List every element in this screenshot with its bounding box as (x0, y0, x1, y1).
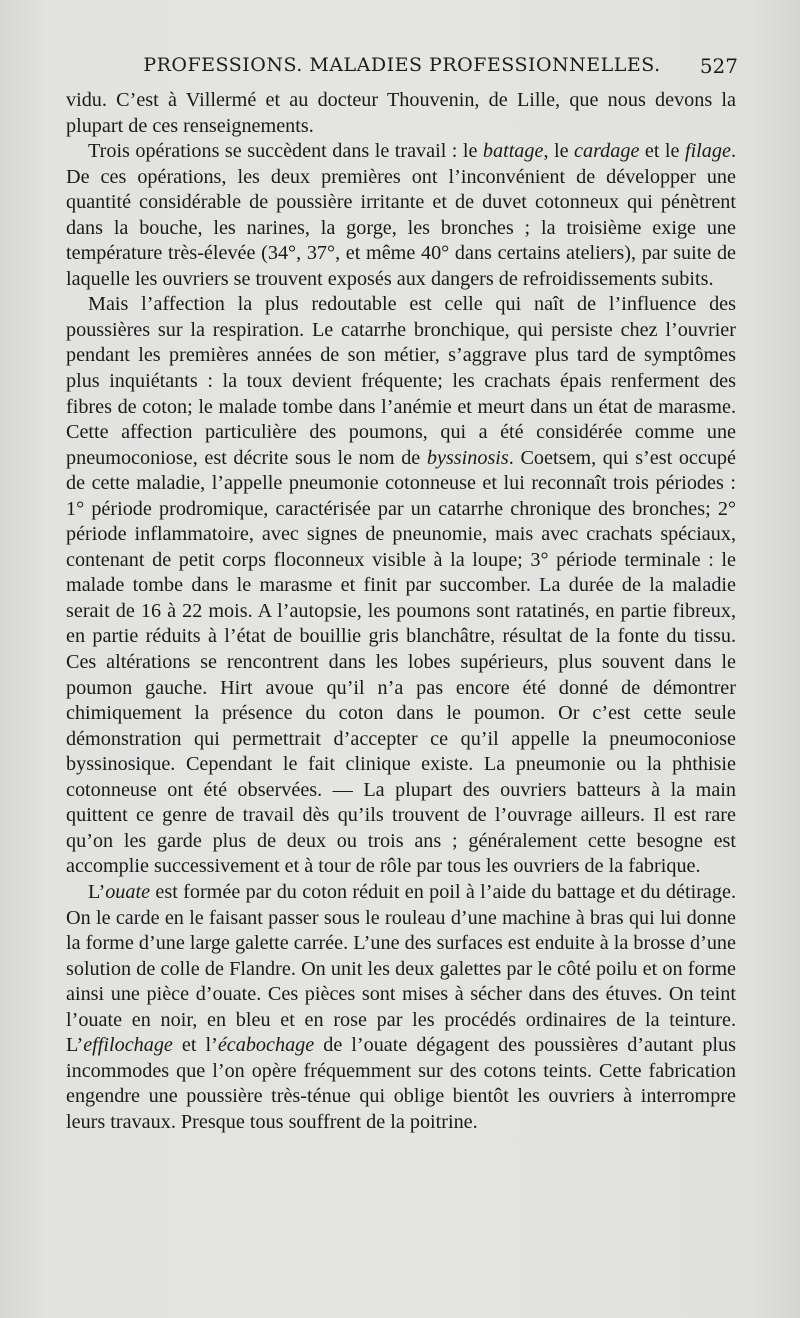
text-run: est formée par du coton réduit en poil à l’aide du battage et du détirage. On le carde en le faisant passer sous le rouleau d’une machine à bras qui lui donne la forme d’une large galette carrée. L’une des surfaces est enduite à la brosse d’une solution de colle de Flandre. On unit les deux galettes par le côté poilu et on forme ainsi une pièce d’ouate. Ces pièces sont mises à sécher dans des étuves. On teint l’ouate en noir, en bleu et en rose par les procédés ordinaires de la teinture. L’ (66, 880, 736, 1057)
paragraph (66, 88, 736, 139)
text-run: . De ces opérations, les deux premières ont l’inconvénient de développer une quantité considérable de poussière irritante et de duvet cotonneux qui pénètrent dans la bouche, les narines, la gorge, les bronches ; la troisième exige une température très-élevée (34°, 37°, et même 40° dans certains ateliers), par suite de laquelle les ouvriers se trouvent exposés aux dangers de refroidissements subits. (66, 140, 736, 290)
text-run: L’ (88, 880, 106, 903)
text-run: vidu. C’est à Villermé et au docteur Thouvenin, de Lille, que nous devons la plupart de ces renseignements. (66, 89, 736, 137)
paragraph (66, 880, 736, 1135)
text-run: de l’ouate dégagent des poussières d’autant plus incommodes que l’on opère fréquemment sur des cotons teints. Cette fabrication engendre une poussière très-ténue qui oblige bientôt les ouvriers à interrompre leurs travaux. Presque tous souffrent de la poitrine. (66, 1034, 736, 1133)
text-run: . Coetsem, qui s’est occupé de cette maladie, l’appelle pneumonie cotonneuse et lui reconnaît trois périodes : 1° période prodromique, caractérisée par un catarrhe chronique des bronches; 2° période inflammatoire, avec signes de pneunomie, mais avec crachats spéciaux, contenant de petit corps floconneux visible à la loupe; 3° période terminale : le malade tombe dans le marasme et finit par succomber. La durée de la maladie serait de 16 à 22 mois. A l’autopsie, les poumons sont ratatinés, en partie fibreux, en partie réduits à l’état de bouillie gris blanchâtre, résultat de la fonte du tissu. Ces altérations se rencontrent dans les lobes supérieurs, plus souvent dans le poumon gauche. Hirt avoue qu’il n’a pas encore été donné de démontrer chimiquement la présence du coton dans le poumon. Or c’est cette seule démonstration qui permettrait d’accepter ce qu’il appelle la pneumoconiose byssinosique. Cependant le fait clinique existe. La pneumonie ou la phthisie cotonneuse ont été observées. — La plupart des ouvriers batteurs à la main quittent ce genre de travail dès qu’ils trouvent de l’ouvrage ailleurs. Il est rare qu’on les garde plus de deux ou trois ans ; généralement cette besogne est accomplie successivement et à tour de rôle par tous les ouvriers de la fabrique. (66, 446, 736, 878)
paragraph (66, 292, 736, 880)
italic-term: écabochage (217, 1034, 315, 1057)
italic-term: effilochage (83, 1034, 173, 1057)
italic-term: ouate (105, 880, 151, 903)
text-run: Trois opérations se succèdent dans le travail : le (88, 140, 483, 163)
running-title: PROFESSIONS. MALADIES PROFESSIONNELLES. (143, 54, 661, 76)
italic-term: filage (684, 140, 731, 163)
text-run: et le (639, 140, 685, 163)
body-text (66, 88, 736, 1135)
text-run: Mais l’affection la plus redoutable est celle qui naît de l’influence des poussières sur la respiration. Le catarrhe bronchique, qui persiste chez l’ouvrier pendant les premières années de son métier, s’aggrave plus tard de symptômes plus inquiétants : la toux devient fréquente; les crachats épais renferment des fibres de coton; le malade tombe dans l’anémie et meurt dans un état de marasme. Cette affection particulière des poumons, qui a été considérée comme une pneumoconiose, est décrite sous le nom de (66, 293, 736, 469)
italic-term: battage (482, 140, 544, 163)
text-run: et l’ (172, 1034, 218, 1057)
text-run: , le (543, 140, 575, 163)
page-number: 527 (699, 54, 738, 78)
italic-term: byssinosis (426, 446, 509, 469)
italic-term: cardage (574, 140, 640, 163)
paragraph (66, 139, 736, 292)
page-header (66, 54, 738, 84)
